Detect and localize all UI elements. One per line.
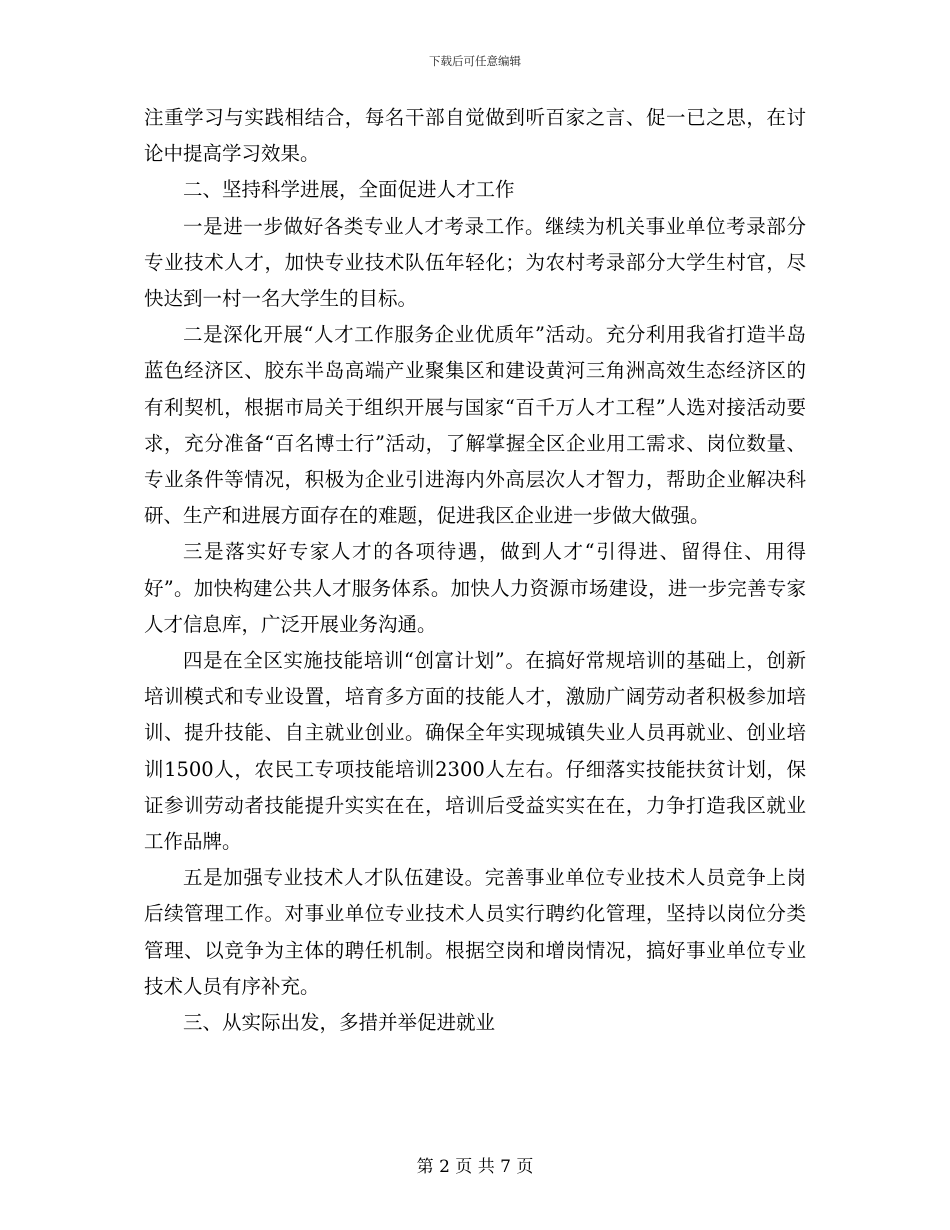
paragraph-item-5: 五是加强专业技术人才队伍建设。完善事业单位专业技术人员竞争上岗后续管理工作。对事业单位专业技术人员实行聘约化管理，坚持以岗位分类管理、以竞争为主体的聘任机制。根据空岗和增岗情况，搞好事业单位专业技术人员有序补充。: [144, 866, 806, 998]
footer-suffix: 页: [516, 1157, 534, 1177]
page-footer: [0, 1152, 950, 1177]
footer-middle: 页 共: [455, 1157, 495, 1177]
section-heading-2: 二、坚持科学进展，全面促进人才工作: [183, 178, 515, 202]
footer-total-pages: 7: [500, 1157, 511, 1177]
paragraph-item-3: 三是落实好专家人才的各项待遇，做到人才“引得进、留得住、用得好”。加快构建公共人才服务体系。加快人力资源市场建设，进一步完善专家人才信息库，广泛开展业务沟通。: [144, 540, 806, 636]
document-body: [144, 100, 806, 1041]
section-heading-3: 三、从实际出发，多措并举促进就业: [183, 1011, 496, 1035]
footer-page-number: 2: [439, 1157, 450, 1177]
paragraph-item-2: 二是深化开展“人才工作服务企业优质年”活动。充分利用我省打造半岛蓝色经济区、胶东半岛高端产业聚集区和建设黄河三角洲高效生态经济区的有利契机，根据市局关于组织开展与国家“百千万人才工程”人选对接活动要求，充分准备“百名博士行”活动，了解掌握全区企业用工需求、岗位数量、专业条件等情况，积极为企业引进海内外高层次人才智力，帮助企业解决科研、生产和进展方面存在的难题，促进我区企业进一步做大做强。: [144, 323, 806, 528]
footer-prefix: 第: [416, 1157, 434, 1177]
paragraph-item-4: 四是在全区实施技能培训“创富计划”。在搞好常规培训的基础上，创新培训模式和专业设置，培育多方面的技能人才，激励广阔劳动者积极参加培训、提升技能、自主就业创业。确保全年实现城镇失业人员再就业、创业培训1500人，农民工专项技能培训2300人左右。仔细落实技能扶贫计划，保证参训劳动者技能提升实实在在，培训后受益实实在在，力争打造我区就业工作品牌。: [144, 649, 806, 854]
paragraph-continuation: 注重学习与实践相结合，每名干部自觉做到听百家之言、促一已之思，在讨论中提高学习效果。: [144, 106, 806, 166]
paragraph-item-1: 一是进一步做好各类专业人才考录工作。继续为机关事业单位考录部分专业技术人才，加快专业技术队伍年轻化；为农村考录部分大学生村官，尽快达到一村一名大学生的目标。: [144, 214, 806, 311]
page-header: 下载后可任意编辑: [429, 54, 521, 68]
